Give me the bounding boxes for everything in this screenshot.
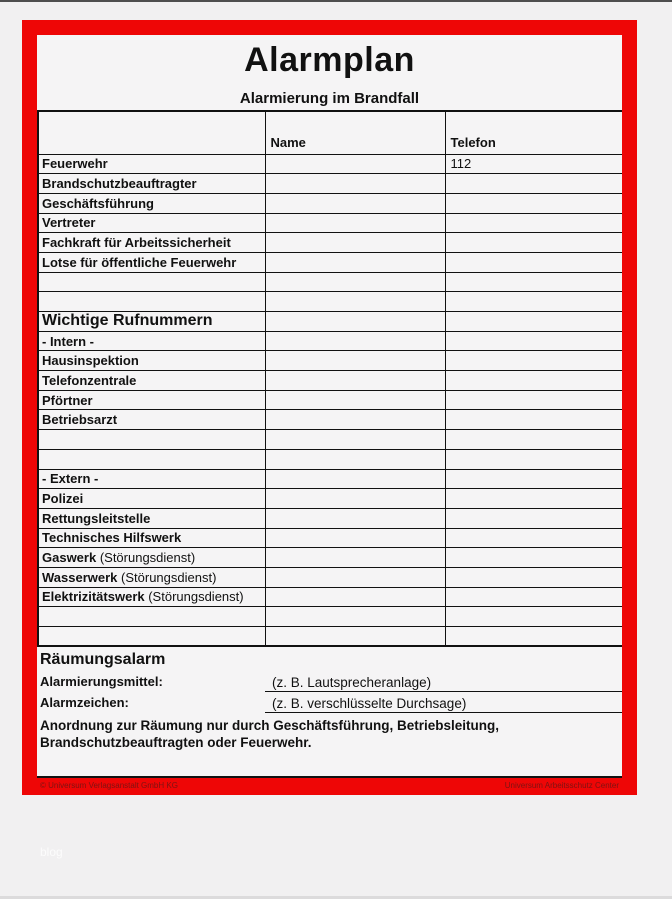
alarmierungsmittel-field (40, 671, 622, 692)
name-cell (265, 430, 445, 450)
name-cell (265, 252, 445, 272)
row-label-cell (38, 430, 265, 450)
telefon-cell (445, 331, 622, 351)
footer-publisher: Universum Arbeitsschutz Center (504, 781, 619, 790)
table-row (38, 351, 622, 371)
telefon-cell (445, 193, 622, 213)
row-label-cell (38, 627, 265, 647)
telefon-cell (445, 390, 622, 410)
name-cell (265, 390, 445, 410)
row-label-cell (38, 292, 265, 312)
telefon-cell (445, 469, 622, 489)
table-row (38, 292, 622, 312)
table-row (38, 489, 622, 509)
name-cell (265, 213, 445, 233)
name-cell (265, 272, 445, 292)
table-row (38, 430, 622, 450)
table-row (38, 587, 622, 607)
raeumungsalarm-section (37, 651, 622, 751)
table-header-row (38, 111, 622, 154)
telefon-cell (445, 371, 622, 391)
telefon-cell (445, 548, 622, 568)
table-row (38, 449, 622, 469)
table-row (38, 627, 622, 647)
alarmplan-document-frame (22, 20, 637, 795)
row-label-cell: Rettungsleitstelle (38, 508, 265, 528)
table-header-role (38, 111, 265, 154)
row-label-cell: Feuerwehr (38, 154, 265, 174)
name-cell (265, 410, 445, 430)
name-cell (265, 627, 445, 647)
table-row (38, 193, 622, 213)
row-label-cell: Wichtige Rufnummern (38, 312, 265, 332)
table-row (38, 567, 622, 587)
row-label-cell: Polizei (38, 489, 265, 509)
row-label-cell: Gaswerk (Störungsdienst) (38, 548, 265, 568)
telefon-cell (445, 449, 622, 469)
table-row (38, 252, 622, 272)
blog-watermark: blog (40, 845, 63, 859)
document-footer (37, 778, 622, 795)
name-cell (265, 567, 445, 587)
alarmzeichen-field (40, 692, 622, 713)
page-subtitle: Alarmierung im Brandfall (239, 90, 420, 107)
row-label-cell: Hausinspektion (38, 351, 265, 371)
name-cell (265, 154, 445, 174)
name-cell (265, 449, 445, 469)
table-row (38, 508, 622, 528)
name-cell (265, 548, 445, 568)
table-row (38, 174, 622, 194)
row-label-cell: Geschäftsführung (38, 193, 265, 213)
table-header-name: Name (265, 111, 445, 154)
telefon-cell (445, 351, 622, 371)
telefon-cell (445, 587, 622, 607)
row-label-cell (38, 272, 265, 292)
raeumungsalarm-heading: Räumungsalarm (40, 651, 166, 669)
name-cell (265, 193, 445, 213)
row-label-cell: Fachkraft für Arbeitssicherheit (38, 233, 265, 253)
table-row (38, 331, 622, 351)
name-cell (265, 528, 445, 548)
name-cell (265, 371, 445, 391)
name-cell (265, 351, 445, 371)
row-label-cell: - Extern - (38, 469, 265, 489)
name-cell (265, 312, 445, 332)
table-row (38, 390, 622, 410)
row-label-cell: Pförtner (38, 390, 265, 410)
name-cell (265, 174, 445, 194)
table-row (38, 371, 622, 391)
table-header-telefon: Telefon (445, 111, 622, 154)
telefon-cell: 112 (445, 154, 622, 174)
table-row (38, 154, 622, 174)
page-title: Alarmplan (244, 41, 415, 79)
telefon-cell (445, 508, 622, 528)
row-label-cell: Lotse für öffentliche Feuerwehr (38, 252, 265, 272)
table-row (38, 213, 622, 233)
alarmplan-document (37, 35, 622, 778)
row-label-cell (38, 607, 265, 627)
telefon-cell (445, 607, 622, 627)
telefon-cell (445, 292, 622, 312)
telefon-cell (445, 272, 622, 292)
row-label-cell: Telefonzentrale (38, 371, 265, 391)
row-label-cell: Wasserwerk (Störungsdienst) (38, 567, 265, 587)
telefon-cell (445, 174, 622, 194)
table-row (38, 272, 622, 292)
telefon-cell (445, 627, 622, 647)
row-label-cell: - Intern - (38, 331, 265, 351)
field-label: Alarmierungsmittel: (40, 674, 163, 690)
row-label-cell: Brandschutzbeauftragter (38, 174, 265, 194)
name-cell (265, 292, 445, 312)
row-label-cell (38, 449, 265, 469)
telefon-cell (445, 233, 622, 253)
footer-copyright: © Universum Verlagsanstalt GmbH KG (40, 781, 178, 790)
telefon-cell (445, 252, 622, 272)
contacts-table (37, 110, 622, 647)
row-label-cell: Elektrizitätswerk (Störungsdienst) (38, 587, 265, 607)
name-cell (265, 587, 445, 607)
table-row (38, 233, 622, 253)
telefon-cell (445, 312, 622, 332)
row-label-cell: Technisches Hilfswerk (38, 528, 265, 548)
page-top-edge-line (0, 0, 672, 2)
telefon-cell (445, 489, 622, 509)
telefon-cell (445, 567, 622, 587)
table-row (38, 607, 622, 627)
field-label: Alarmzeichen: (40, 695, 129, 711)
contacts-table-body (38, 154, 622, 646)
name-cell (265, 489, 445, 509)
name-cell (265, 233, 445, 253)
document-header (37, 35, 622, 110)
telefon-cell (445, 410, 622, 430)
table-row (38, 410, 622, 430)
table-row (38, 548, 622, 568)
contacts-table-head (38, 111, 622, 154)
row-label-cell: Betriebsarzt (38, 410, 265, 430)
name-cell (265, 607, 445, 627)
name-cell (265, 508, 445, 528)
telefon-cell (445, 528, 622, 548)
name-cell (265, 469, 445, 489)
telefon-cell (445, 213, 622, 233)
evacuation-note: Anordnung zur Räumung nur durch Geschäftsführung, Betriebsleitung, Brandschutzbeauftragten oder Feuerwehr. (40, 718, 499, 750)
field-value-line: (z. B. Lautsprecheranlage) (265, 675, 622, 692)
table-row (38, 312, 622, 332)
table-row (38, 469, 622, 489)
field-value-line: (z. B. verschlüsselte Durchsage) (265, 696, 622, 713)
telefon-cell (445, 430, 622, 450)
name-cell (265, 331, 445, 351)
row-label-cell: Vertreter (38, 213, 265, 233)
table-row (38, 528, 622, 548)
